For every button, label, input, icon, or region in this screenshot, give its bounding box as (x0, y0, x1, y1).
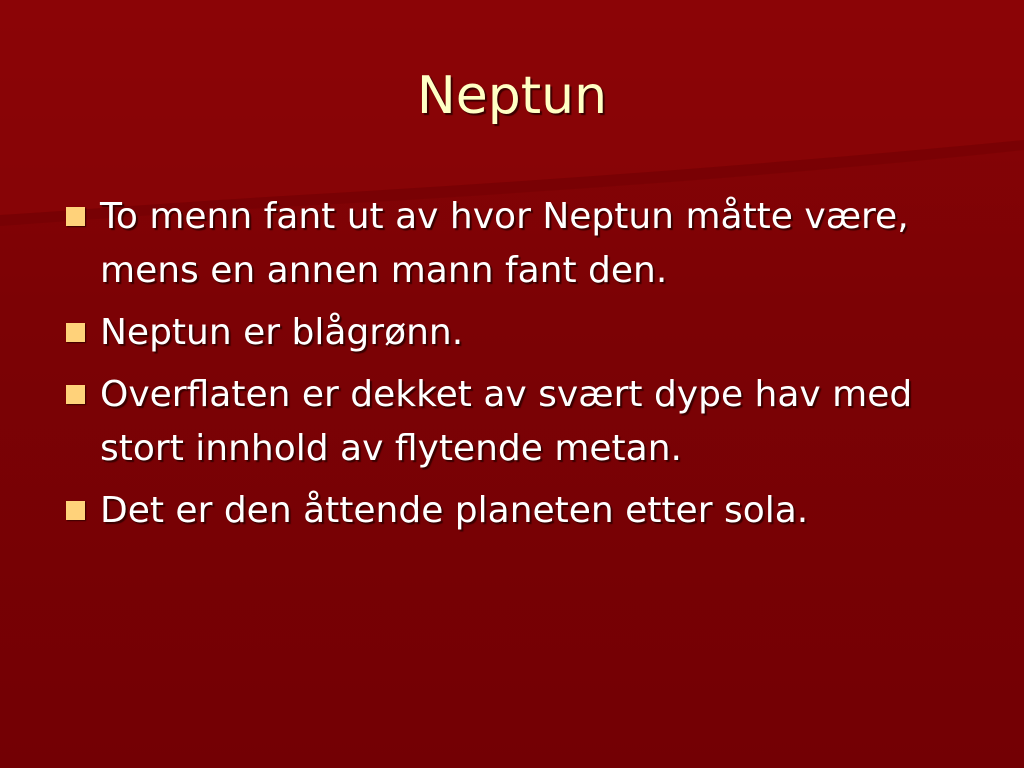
square-bullet-icon (66, 385, 85, 404)
square-bullet-icon (66, 207, 85, 226)
bullet-item (62, 368, 962, 476)
bullet-list (62, 190, 962, 546)
bullet-item (62, 306, 962, 360)
bullet-text: Det er den åttende planeten etter sola. (100, 490, 809, 531)
slide-title: Neptun (416, 66, 608, 126)
bullet-text: Neptun er blågrønn. (100, 312, 464, 353)
bullet-text: To menn fant ut av hvor Neptun måtte være, mens en annen mann fant den. (100, 196, 909, 291)
square-bullet-icon (66, 323, 85, 342)
square-bullet-icon (66, 501, 85, 520)
bullet-item (62, 484, 962, 538)
bullet-item (62, 190, 962, 298)
bullet-text: Overflaten er dekket av svært dype hav med stort innhold av flytende metan. (100, 374, 913, 469)
